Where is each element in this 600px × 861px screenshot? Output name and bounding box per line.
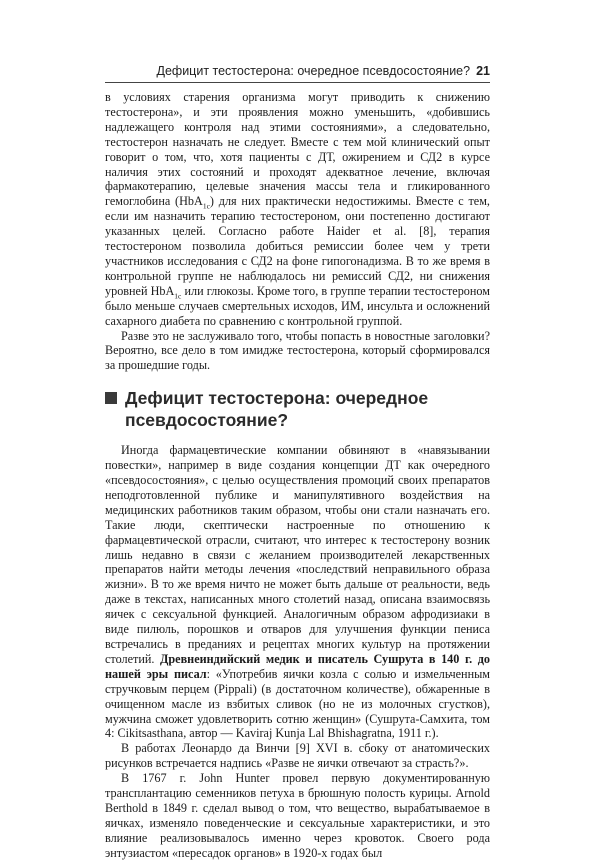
section-heading: Дефицит тестостерона: очередное псевдосостояние? bbox=[105, 387, 490, 431]
page-number: 21 bbox=[476, 64, 490, 78]
body-text bbox=[105, 90, 490, 861]
running-header-title: Дефицит тестостерона: очередное псевдосостояние? bbox=[156, 64, 471, 78]
paragraph-3: Иногда фармацевтические компании обвиняют в «навязывании повестки», например в виде создания концепции ДТ как очередного «псевдосостояния», с целью осуществления промоций своих препаратов неподготовленной публике и манипулятивного воздействия на медицинских работников таким образом, чтобы они стали назначать его. Такие люди, скептически настроенные по отношению к фармацевтической отрасли, считают, что интерес к тестостерону возник лишь недавно в связи с желанием производителей лекарственных препаратов найти методы лечения «последствий неправильного образа жизни». В то же время ничто не может быть дальше от реальности, ведь даже в текстах, написанных много столетий назад, описана взаимосвязь яичек с сексуальной функцией. Аналогичным образом афродизиаки в виде пилюль, порошков и отваров для улучшения функции пениса встречались в преданиях и рецептах многих культур на протяжении столетий. Древнеиндийский медик и писатель Сушрута в 140 г. до нашей эры писал: «Употребив яички козла с солью и измельченным стручковым перцем (Pippali) (в достаточном количестве), обжаренные в очищенном масле из взбитых сливок (но не из молочных сгустков), мужчина сможет удовлетворить сотню женщин» (Сушрута-Самхита, том 4: Cikitsasthana, автор — Kaviraj Kunja Lal Bhishagratna, 1911 г.). bbox=[105, 443, 490, 741]
paragraph-2: Разве это не заслуживало того, чтобы попасть в новостные заголовки? Вероятно, все дело в том имидже тестостерона, который сформировался за прошедшие годы. bbox=[105, 328, 490, 373]
paragraph-5: В 1767 г. John Hunter провел первую документированную трансплантацию семенников петуха в брюшную полость курицы. Arnold Berthold в 1849 г. сделал вывод о том, что вещество, вырабатываемое в яичках, изменяло поведенческие и сексуальные характеристики, и это влияние реализовывалось именно через кровоток. Своего рода энтузиастом «пересадок органов» в 1920-х годах был bbox=[105, 771, 490, 860]
paragraph-4: В работах Леонардо да Винчи [9] XVI в. сбоку от анатомических рисунков встречается надпись «Разве не яички отвечают за страсть?». bbox=[105, 741, 490, 771]
running-header bbox=[105, 63, 490, 83]
heading-bullet-square bbox=[105, 392, 117, 404]
bold-quote-intro: Древнеиндийский медик и писатель Сушрута в 140 г. до нашей эры писал bbox=[105, 651, 490, 681]
paragraph-1: в условиях старения организма могут приводить к снижению тестостерона», и эти проявления можно уменьшить, «добившись надлежащего контроля над этими состояниями», а следовательно, тестостерон назначать не следует. Вместе с тем мой клинический опыт говорит о том, что, хотя пациенты с ДТ, ожирением и СД2 в курсе наличия этих состояний и проходят адекватное лечение, включая фармакотерапию, целевые значения массы тела и гликированного гемоглобина (HbA$_{1c}$) для них практически недостижимы. Вместе с тем, если им назначить терапию тестостероном, они постепенно достигают указанных целей. Согласно работе Haider et al. [8], терапия тестостероном позволила добиться ремиссии более чем у трети участников исследования с СД2 на фоне гипогонадизма. В то же время в контрольной группе не наблюдалось ни ремиссий СД2, ни снижения уровней HbA$_{1c}$ или глюкозы. Кроме того, в группе терапии тестостероном было меньше случаев смертельных исходов, ИМ, инсульта и осложнений сахарного диабета по сравнению с контрольной группой. bbox=[105, 90, 490, 328]
